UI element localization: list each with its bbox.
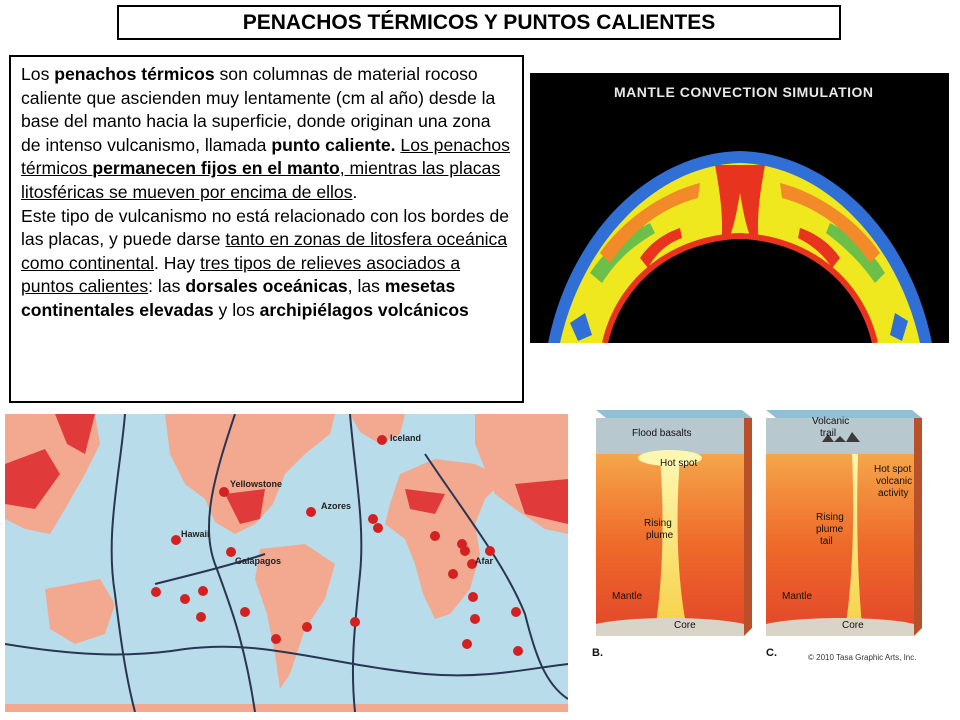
- term-punto-caliente: punto caliente.: [271, 134, 396, 155]
- hotspot-marker: [448, 569, 458, 579]
- panel-c: [766, 410, 922, 659]
- paragraph-1: [21, 63, 514, 205]
- label-yellowstone: Yellowstone: [230, 479, 283, 489]
- copyright-credit: © 2010 Tasa Graphic Arts, Inc.: [808, 653, 917, 662]
- label-iceland: Iceland: [390, 433, 422, 443]
- land-antarctica: [5, 704, 568, 712]
- text-run: y los: [213, 299, 260, 320]
- core: [596, 618, 744, 636]
- label-flood-basalts: Flood basalts: [632, 428, 692, 439]
- label-trail: trail: [820, 428, 837, 439]
- hotspot-marker: [219, 487, 229, 497]
- label-hawaii: Hawaii: [181, 529, 210, 539]
- hotspot-world-map: [5, 414, 568, 712]
- hotspot-marker: [271, 634, 281, 644]
- label-core-c: Core: [842, 620, 864, 631]
- hotspot-marker: [468, 592, 478, 602]
- paragraph-2: [21, 205, 514, 323]
- label-hot-spot-c: Hot spot: [874, 464, 912, 475]
- term-archipielagos: archipiélagos volcánicos: [259, 299, 469, 320]
- hotspot-marker: [373, 523, 383, 533]
- ocean-surface: [596, 410, 752, 418]
- label-hot-spot: Hot spot: [660, 458, 698, 469]
- label-rising: Rising: [644, 518, 672, 529]
- hotspot-marker: [171, 535, 181, 545]
- hotspot-marker: [196, 612, 206, 622]
- text-run: . Hay: [154, 252, 200, 273]
- hotspot-marker: [470, 614, 480, 624]
- label-plume-c: plume: [816, 524, 844, 535]
- hotspot-marker: [240, 607, 250, 617]
- term-mesetas: mesetas continentales elevadas: [21, 276, 456, 320]
- term-penachos-termicos: penachos térmicos: [54, 64, 215, 84]
- text-run: : las: [148, 276, 186, 297]
- hotspot-marker: [180, 594, 190, 604]
- panel-letter-c: C.: [766, 647, 777, 659]
- label-plume: plume: [646, 530, 674, 541]
- underlined-text: tres tipos de relieves asociados a puntos calientes: [21, 252, 461, 297]
- label-activity: activity: [878, 488, 909, 499]
- text-run: son columnas de material rocoso caliente que ascienden muy lentamente (cm al año) desde la base del manto hacia la superficie, donde originan una zona de intenso vulcanismo, llamada: [21, 64, 496, 155]
- label-tail-c: tail: [820, 536, 833, 547]
- hotspot-marker: [511, 607, 521, 617]
- text-run: Los: [21, 64, 55, 84]
- hotspot-marker: [430, 531, 440, 541]
- hotspot-marker: [151, 587, 161, 597]
- label-azores: Azores: [321, 501, 352, 511]
- hotspot-marker: [377, 435, 387, 445]
- label-rising-c: Rising: [816, 512, 844, 523]
- label-mantle-c: Mantle: [782, 591, 813, 602]
- label-volcanic: Volcanic: [812, 416, 850, 427]
- hotspot-marker: [460, 546, 470, 556]
- description-text-box: [9, 55, 524, 403]
- page-title: PENACHOS TÉRMICOS Y PUNTOS CALIENTES: [117, 5, 841, 40]
- underlined-text: , mientras las placas litosféricas se mueven por encima de ellos: [21, 158, 501, 202]
- block-side: [744, 418, 752, 636]
- text-run: Este tipo de vulcanismo no está relacionado con los bordes de las placas, y puede darse: [21, 205, 510, 250]
- block-side: [914, 418, 922, 636]
- hotspot-marker: [350, 617, 360, 627]
- hotspot-marker: [485, 546, 495, 556]
- panel-letter-b: B.: [592, 647, 603, 659]
- hotspot-marker: [368, 514, 378, 524]
- label-volcanic-c: volcanic: [876, 476, 913, 487]
- text-run: .: [352, 181, 358, 202]
- underlined-text: Los penachos térmicos: [21, 134, 510, 179]
- term-dorsales: dorsales oceánicas: [185, 276, 348, 297]
- text-run: , las: [347, 276, 385, 297]
- hotspot-block-diagram: [590, 402, 950, 664]
- convection-caption: MANTLE CONVECTION SIMULATION: [614, 84, 874, 100]
- hotspot-marker: [306, 507, 316, 517]
- hotspot-marker: [462, 639, 472, 649]
- underlined-text: tanto en zonas de litosfera oceánica como continental: [21, 229, 508, 273]
- label-galapagos: Galapagos: [235, 556, 282, 566]
- hotspot-marker: [198, 586, 208, 596]
- mantle-convection-figure: [530, 73, 949, 343]
- hotspot-marker: [302, 622, 312, 632]
- label-mantle-b: Mantle: [612, 591, 643, 602]
- core: [766, 618, 914, 636]
- label-core-b: Core: [674, 620, 696, 631]
- label-afar: Afar: [475, 556, 494, 566]
- hotspot-marker: [513, 646, 523, 656]
- underlined-bold-text: permanecen fijos en el manto: [92, 158, 340, 179]
- panel-b: [592, 410, 752, 659]
